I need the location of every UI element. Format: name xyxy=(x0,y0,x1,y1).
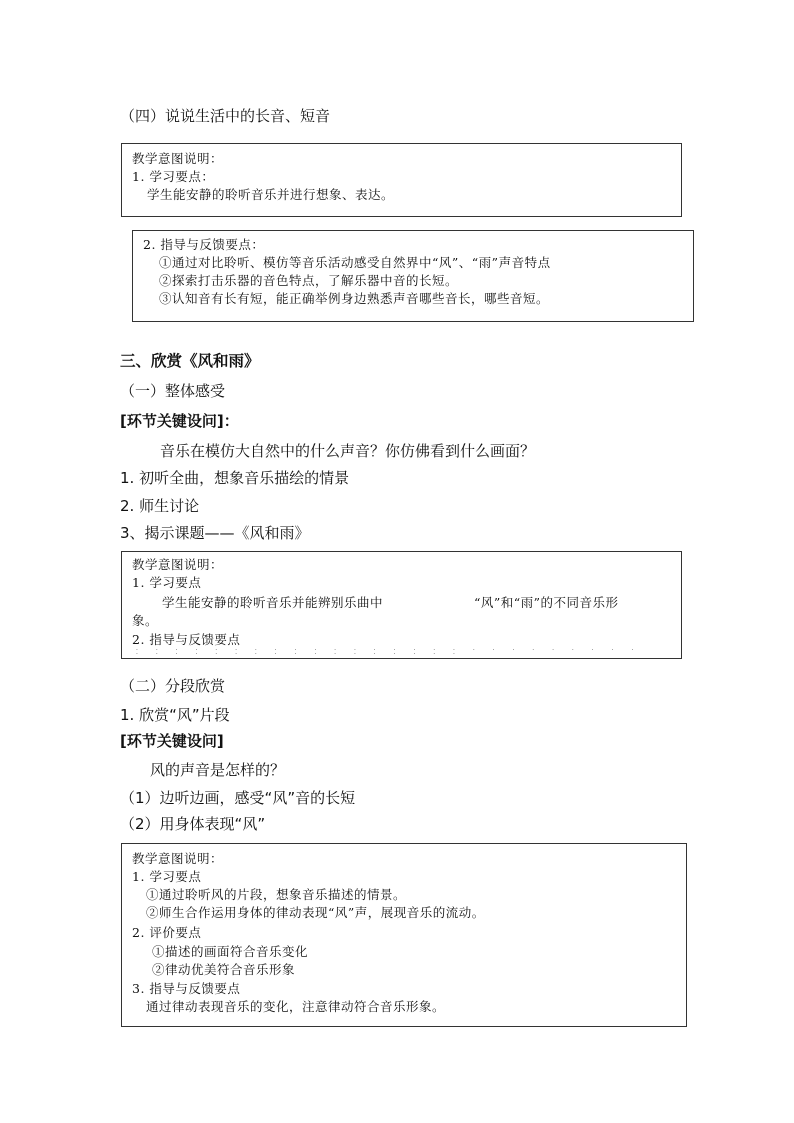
box-point-2: ②师生合作运用身体的律动表现“风”声，展现音乐的流动。 xyxy=(146,905,485,920)
box-point-2: ②探索打击乐器的音色特点，了解乐器中音的长短。 xyxy=(159,273,459,288)
step-item: 2. 师生讨论 xyxy=(120,497,200,515)
box-point-5: 通过律动表现音乐的变化，注意律动符合音乐形象。 xyxy=(146,999,446,1014)
box-item-1: 1. 学习要点 xyxy=(132,575,202,590)
box-item-2: 2. 指导与反馈要点 xyxy=(132,632,241,647)
teaching-intent-box-3 xyxy=(121,843,687,1027)
step-item: （1）边听边画，感受“风”音的长短 xyxy=(120,789,356,807)
box-text-line-1b: “风”和“雨”的不同音乐形 xyxy=(474,595,619,610)
box-title: 教学意图说明： xyxy=(132,151,224,166)
box-title: 教学意图说明： xyxy=(132,557,224,572)
box-point-1: ①通过对比聆听、模仿等音乐活动感受自然界中“风”、“雨”声音特点 xyxy=(159,255,551,270)
step-item: 1. 初听全曲，想象音乐描绘的情景 xyxy=(120,469,350,487)
subsection-item: 1. 欣赏“风”片段 xyxy=(120,706,230,724)
cutoff-text-fragment: · · · · · · · · · · · · · · · · · · · · · · · · · · · · · · · · · · · · · · · · · · · xyxy=(136,647,642,658)
box-title: 教学意图说明： xyxy=(132,851,224,866)
box-item-2: 2. 指导与反馈要点： xyxy=(143,237,265,252)
box-point-3: ①描述的画面符合音乐变化 xyxy=(152,944,309,959)
box-point-1: ①通过聆听风的片段，想象音乐描述的情景。 xyxy=(146,887,407,902)
box-text-line-2: 象。 xyxy=(132,613,159,628)
box-item-3: 3. 指导与反馈要点 xyxy=(132,981,241,996)
box-point-3: ③认知音有长有短，能正确举例身边熟悉声音哪些音长，哪些音短。 xyxy=(159,291,550,306)
box-text-line-1a: 学生能安静的聆听音乐并能辨别乐曲中 xyxy=(162,595,384,610)
subsection-heading-1: （一）整体感受 xyxy=(120,382,226,400)
section-heading-4: （四）说说生活中的长音、短音 xyxy=(120,107,331,125)
teaching-intent-box-2 xyxy=(121,551,682,659)
teaching-intent-box-1 xyxy=(121,143,682,217)
feedback-box-1 xyxy=(132,230,694,322)
box-item-1: 1. 学习要点 xyxy=(132,869,202,884)
subsection-heading-2: （二）分段欣赏 xyxy=(120,677,226,695)
key-question: 风的声音是怎样的？ xyxy=(150,761,286,779)
step-item: 3、揭示课题——《风和雨》 xyxy=(120,524,310,542)
part-heading-3: 三、欣赏《风和雨》 xyxy=(120,352,260,370)
box-item-1-text: 学生能安静的聆听音乐并进行想象、表达。 xyxy=(147,187,395,202)
box-point-4: ②律动优美符合音乐形象 xyxy=(152,962,296,977)
key-question-label: [环节关键设问]： xyxy=(120,412,239,430)
key-question-label: [环节关键设问] xyxy=(120,732,224,750)
box-item-2: 2. 评价要点 xyxy=(132,925,202,940)
key-question: 音乐在模仿大自然中的什么声音？你仿佛看到什么画面？ xyxy=(160,442,536,460)
step-item: （2）用身体表现“风” xyxy=(120,815,266,833)
box-item-1: 1. 学习要点： xyxy=(132,169,215,184)
